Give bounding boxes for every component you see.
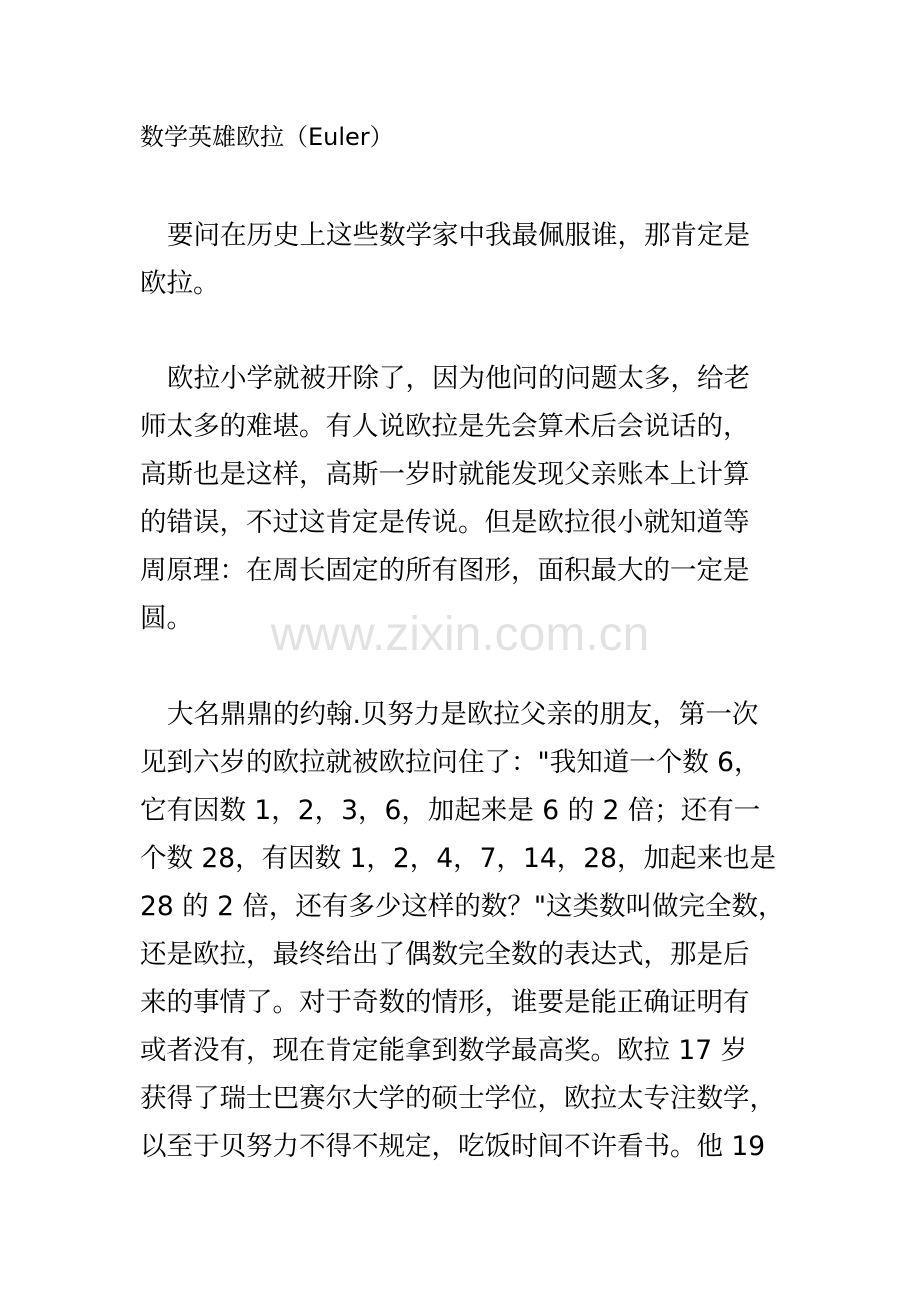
paragraph-2-line-1: 欧拉小学就被开除了，因为他问的问题太多，给老 bbox=[167, 363, 750, 394]
paragraph-1-line-1: 要问在历史上这些数学家中我最佩服谁，那肯定是 bbox=[167, 220, 750, 251]
paragraph-3-line-5: 28 的 2 倍，还有多少这样的数？"这类数叫做完全数， bbox=[140, 891, 785, 922]
paragraph-3-line-8: 或者没有，现在肯定能拿到数学最高奖。欧拉 17 岁 bbox=[140, 1035, 748, 1066]
paragraph-3-line-6: 还是欧拉，最终给出了偶数完全数的表达式，那是后 bbox=[140, 939, 750, 970]
paragraph-2-line-3: 高斯也是这样，高斯一岁时就能发现父亲账本上计算 bbox=[140, 459, 750, 490]
paragraph-2-line-4: 的错误，不过这肯定是传说。但是欧拉很小就知道等 bbox=[140, 507, 750, 538]
paragraph-3-line-3: 它有因数 1，2，3，6，加起来是 6 的 2 倍；还有一 bbox=[140, 795, 761, 826]
document-title: 数学英雄欧拉（Euler） bbox=[140, 123, 394, 151]
paragraph-2-line-2: 师太多的难堪。有人说欧拉是先会算术后会说话的， bbox=[140, 411, 750, 442]
watermark: www.zixin.com.cn bbox=[270, 608, 650, 661]
paragraph-3-line-1: 大名鼎鼎的约翰.贝努力是欧拉父亲的朋友，第一次 bbox=[167, 699, 759, 730]
paragraph-3-line-2: 见到六岁的欧拉就被欧拉问住了："我知道一个数 6， bbox=[140, 747, 761, 778]
paragraph-3-line-4: 个数 28，有因数 1，2，4，7，14，28，加起来也是 bbox=[140, 843, 776, 874]
paragraph-2-line-6: 圆。 bbox=[140, 603, 193, 634]
paragraph-3-line-9: 获得了瑞士巴赛尔大学的硕士学位，欧拉太专注数学， bbox=[140, 1083, 776, 1114]
paragraph-1-line-2: 欧拉。 bbox=[140, 268, 220, 299]
paragraph-2-line-5: 周原理：在周长固定的所有图形，面积最大的一定是 bbox=[140, 555, 750, 586]
paragraph-3-line-10: 以至于贝努力不得不规定，吃饭时间不许看书。他 19 bbox=[140, 1131, 766, 1162]
paragraph-3-line-7: 来的事情了。对于奇数的情形，谁要是能正确证明有 bbox=[140, 987, 750, 1018]
